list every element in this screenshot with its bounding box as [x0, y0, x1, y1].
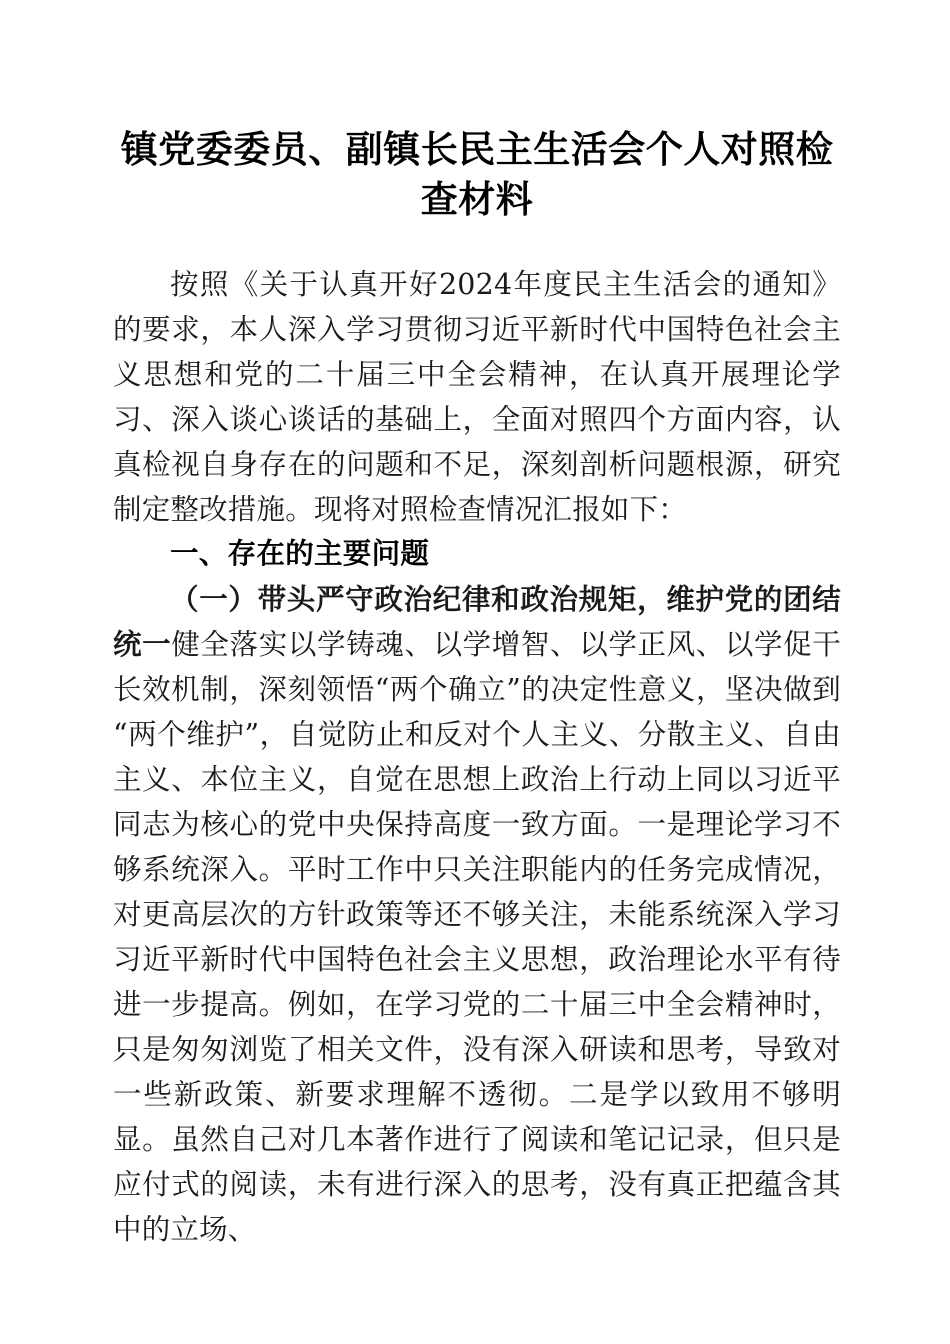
- subsection-1-paragraph: [113, 577, 841, 1252]
- section-heading-1: 一、存在的主要问题: [170, 538, 430, 570]
- page-content-area: [113, 0, 841, 1252]
- subsection-heading-1: （一）带头严守政治纪律和政治规矩，维护党的团结统一: [113, 582, 841, 661]
- page-title: 镇党委委员、副镇长民主生活会个人对照检查材料: [120, 130, 834, 221]
- opening-paragraph: 按照《关于认真开好2024年度民主生活会的通知》的要求，本人深入学习贯彻习近平新时代中国特色社会主义思想和党的二十届三中全会精神，在认真开展理论学习、深入谈心谈话的基础上，全面对照四个方面内容，认真检视自身存在的问题和不足，深刻剖析问题根源，研究制定整改措施。现将对照检查情况汇报如下：: [113, 268, 841, 526]
- subsection-1-body-text: 健全落实以学铸魂、以学增智、以学正风、以学促干长效机制，深刻领悟“两个确立”的决定性意义，坚决做到“两个维护”，自觉防止和反对个人主义、分散主义、自由主义、本位主义，自觉在思想上政治上行动上同以习近平同志为核心的党中央保持高度一致方面。一是理论学习不够系统深入。平时工作中只关注职能内的任务完成情况，对更高层次的方针政策等还不够关注，未能系统深入学习习近平新时代中国特色社会主义思想，政治理论水平有待进一步提高。例如，在学习党的二十届三中全会精神时，只是匆匆浏览了相关文件，没有深入研读和思考，导致对一些新政策、新要求理解不透彻。二是学以致用不够明显。虽然自己对几本著作进行了阅读和笔记记录，但只是应付式的阅读，未有进行深入的思考，没有真正把蕴含其中的立场、: [113, 628, 841, 1246]
- title-spacer: [113, 226, 841, 262]
